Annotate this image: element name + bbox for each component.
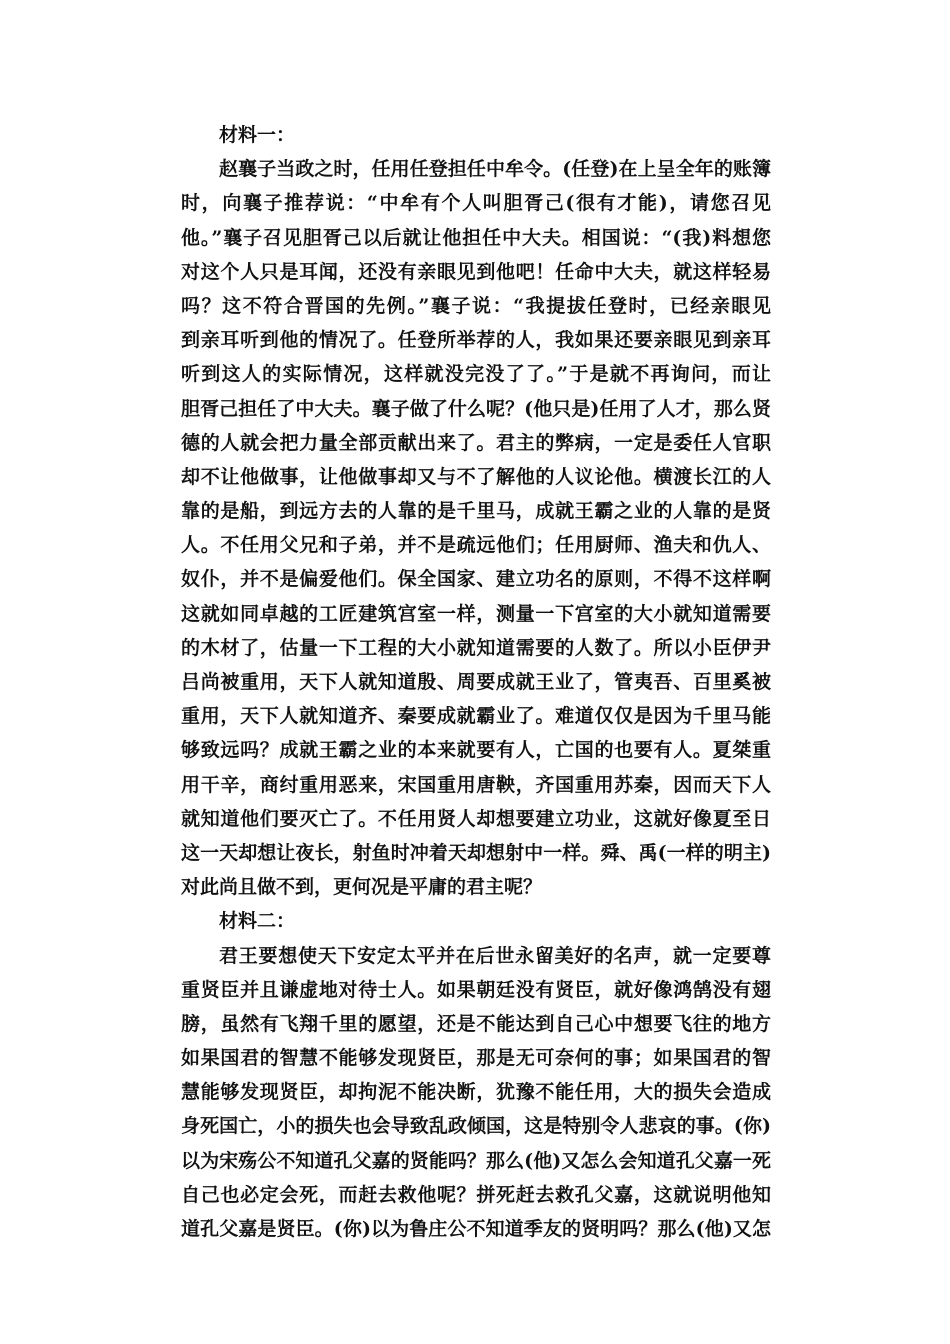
- paragraph-line: 就知道他们要灭亡了。不任用贤人却想要建立功业，这就好像夏至日: [181, 807, 771, 830]
- paragraph-line: 时，向襄子推荐说：“中牟有个人叫胆胥己(很有才能)，请您召见: [181, 192, 771, 215]
- paragraph-line: 德的人就会把力量全部贡献出来了。君主的弊病，一定是委任人官职: [181, 431, 771, 454]
- heading-material-1: 材料一：: [219, 124, 296, 146]
- paragraph-line: 吗？这不符合晋国的先例。”襄子说：“我提拔任登时，已经亲眼见: [181, 294, 771, 317]
- heading-material-2: 材料二：: [219, 910, 296, 933]
- paragraph-line: 听到这人的实际情况，这样就没完没了了。”于是就不再询问，而让: [181, 363, 771, 386]
- paragraph-line: 自己也必定会死，而赶去救他呢？拼死赶去救孔父嘉，这就说明他知: [181, 1183, 771, 1206]
- paragraph-line: 慧能够发现贤臣，却拘泥不能决断，犹豫不能任用，大的损失会造成: [181, 1081, 771, 1104]
- paragraph-line: 人。不任用父兄和子弟，并不是疏远他们；任用厨师、渔夫和仇人、: [181, 534, 771, 557]
- paragraph-line: 他。”襄子召见胆胥己以后就让他担任中大夫。相国说：“(我)料想您: [181, 226, 771, 249]
- paragraph-line: 膀，虽然有飞翔千里的愿望，还是不能达到自己心中想要飞往的地方: [181, 1012, 771, 1035]
- paragraph-line: 赵襄子当政之时，任用任登担任中牟令。(任登)在上呈全年的账簿: [219, 158, 771, 181]
- paragraph-line: 这一天却想让夜长，射鱼时冲着天却想射中一样。舜、禹(一样的明主): [181, 841, 771, 864]
- paragraph-line: 奴仆，并不是偏爱他们。保全国家、建立功名的原则，不得不这样啊: [181, 568, 771, 591]
- paragraph-line: 重用，天下人就知道齐、秦要成就霸业了。难道仅仅是因为千里马能: [181, 705, 771, 728]
- paragraph-line: 却不让他做事，让他做事却又与不了解他的人议论他。横渡长江的人: [181, 465, 771, 488]
- paragraph-line: 的木材了，估量一下工程的大小就知道需要的人数了。所以小臣伊尹: [181, 636, 771, 659]
- paragraph-line: 以为宋殇公不知道孔父嘉的贤能吗？那么(他)又怎么会知道孔父嘉一死: [181, 1149, 771, 1172]
- paragraph-line: 道孔父嘉是贤臣。(你)以为鲁庄公不知道季友的贤明吗？那么(他)又怎: [181, 1218, 771, 1240]
- paragraph-line: 对此尚且做不到，更何况是平庸的君主呢？: [181, 876, 543, 899]
- paragraph-line: 够致远吗？成就王霸之业的本来就要有人，亡国的也要有人。夏桀重: [181, 739, 771, 762]
- document-body: [181, 118, 771, 1246]
- paragraph-line: 身死国亡，小的损失也会导致乱政倾国，这是特别令人悲哀的事。(你): [181, 1115, 771, 1138]
- paragraph-line: 重贤臣并且谦虚地对待士人。如果朝廷没有贤臣，就好像鸿鹄没有翅: [181, 978, 771, 1001]
- paragraph-line: 对这个人只是耳闻，还没有亲眼见到他吧！任命中大夫，就这样轻易: [181, 260, 771, 283]
- paragraph-line: 用干辛，商纣重用恶来，宋国重用唐鞅，齐国重用苏秦，因而天下人: [181, 773, 771, 796]
- paragraph-line: 君王要想使天下安定太平并在后世永留美好的名声，就一定要尊: [219, 944, 771, 967]
- paragraph-line: 如果国君的智慧不能够发现贤臣，那是无可奈何的事；如果国君的智: [181, 1047, 771, 1070]
- paragraph-line: 这就如同卓越的工匠建筑宫室一样，测量一下宫室的大小就知道需要: [181, 602, 771, 625]
- paragraph-line: 到亲耳听到他的情况了。任登所举荐的人，我如果还要亲眼见到亲耳: [181, 329, 771, 352]
- paragraph-line: 胆胥己担任了中大夫。襄子做了什么呢？(他只是)任用了人才，那么贤: [181, 397, 771, 420]
- paragraph-line: 靠的是船，到远方去的人靠的是千里马，成就王霸之业的人靠的是贤: [181, 500, 771, 523]
- paragraph-line: 吕尚被重用，天下人就知道殷、周要成就王业了，管夷吾、百里奚被: [181, 671, 771, 693]
